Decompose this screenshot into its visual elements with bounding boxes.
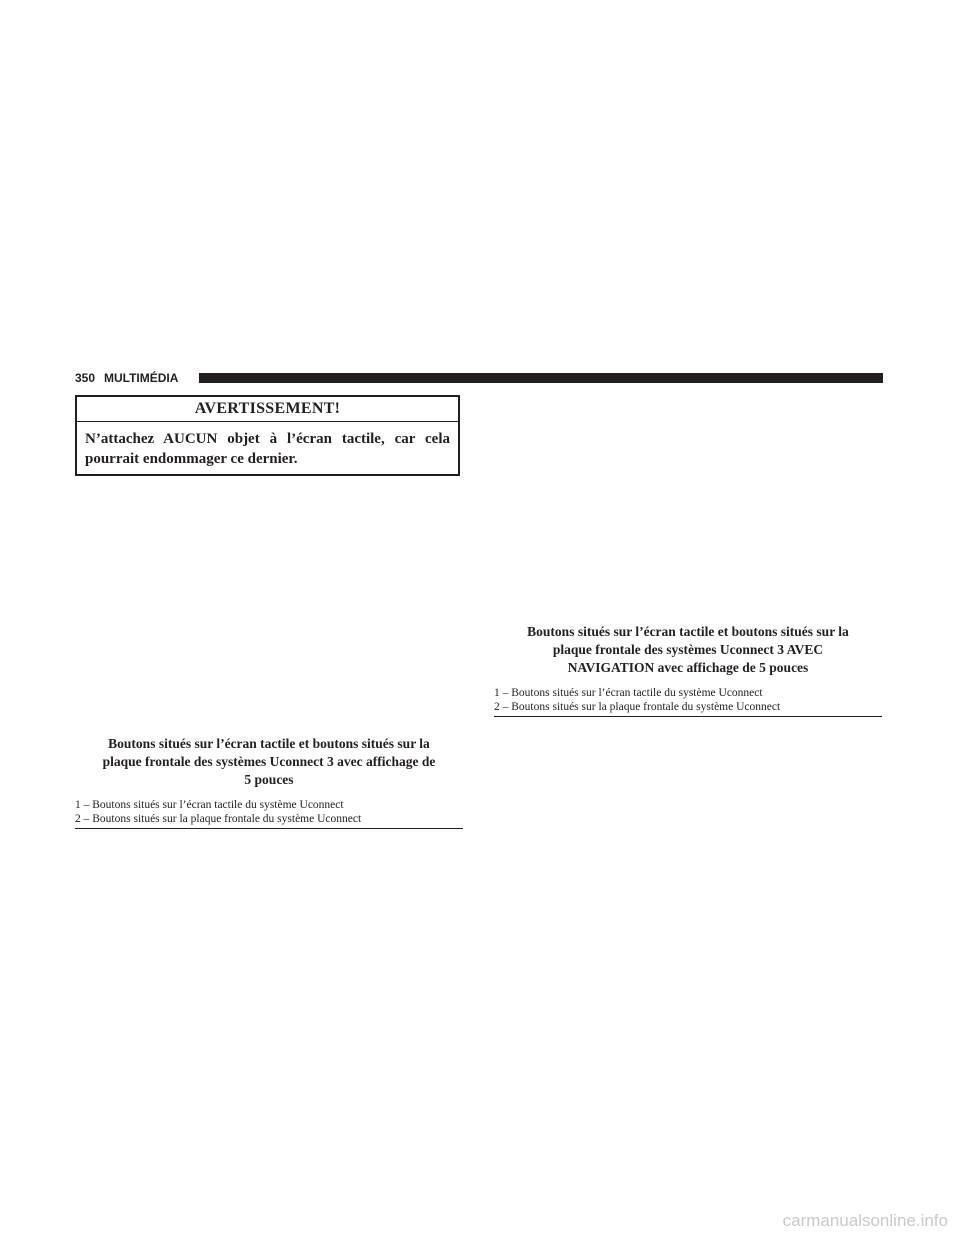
caption-line: Boutons situés sur l’écran tactile et boutons situés sur la (527, 624, 849, 639)
legend-item-2: 2 – Boutons situés sur la plaque frontale du système Uconnect (494, 701, 781, 713)
section-title: MULTIMÉDIA (104, 371, 179, 385)
caption-line: plaque frontale des systèmes Uconnect 3 avec affichage de (102, 754, 436, 769)
caption-line: plaque frontale des systèmes Uconnect 3 AVEC (552, 642, 824, 657)
figure-caption-right (494, 623, 882, 717)
caption-title (75, 735, 463, 789)
warning-box (75, 395, 460, 476)
page-number: 350 (75, 371, 96, 385)
legend-item-1: 1 – Boutons situés sur l’écran tactile du système Uconnect (75, 799, 344, 811)
figure-caption-left (75, 735, 463, 829)
caption-line: NAVIGATION avec affichage de 5 pouces (567, 660, 809, 675)
header-rule (199, 373, 883, 383)
legend-rule (494, 716, 882, 717)
caption-line: Boutons situés sur l’écran tactile et boutons situés sur la (108, 736, 430, 751)
watermark: carmanualsonline.info (782, 1211, 948, 1230)
caption-line: 5 pouces (244, 772, 294, 787)
caption-title (494, 623, 882, 677)
warning-title: AVERTISSEMENT! (77, 397, 458, 422)
page-header (75, 370, 883, 386)
legend-rule (75, 828, 463, 829)
legend-item-1: 1 – Boutons situés sur l’écran tactile du système Uconnect (494, 687, 763, 699)
legend-item-2: 2 – Boutons situés sur la plaque frontale du système Uconnect (75, 813, 362, 825)
warning-body: N’attachez AUCUN objet à l’écran tactile, car cela pourrait endommager ce dernier. (85, 431, 450, 467)
